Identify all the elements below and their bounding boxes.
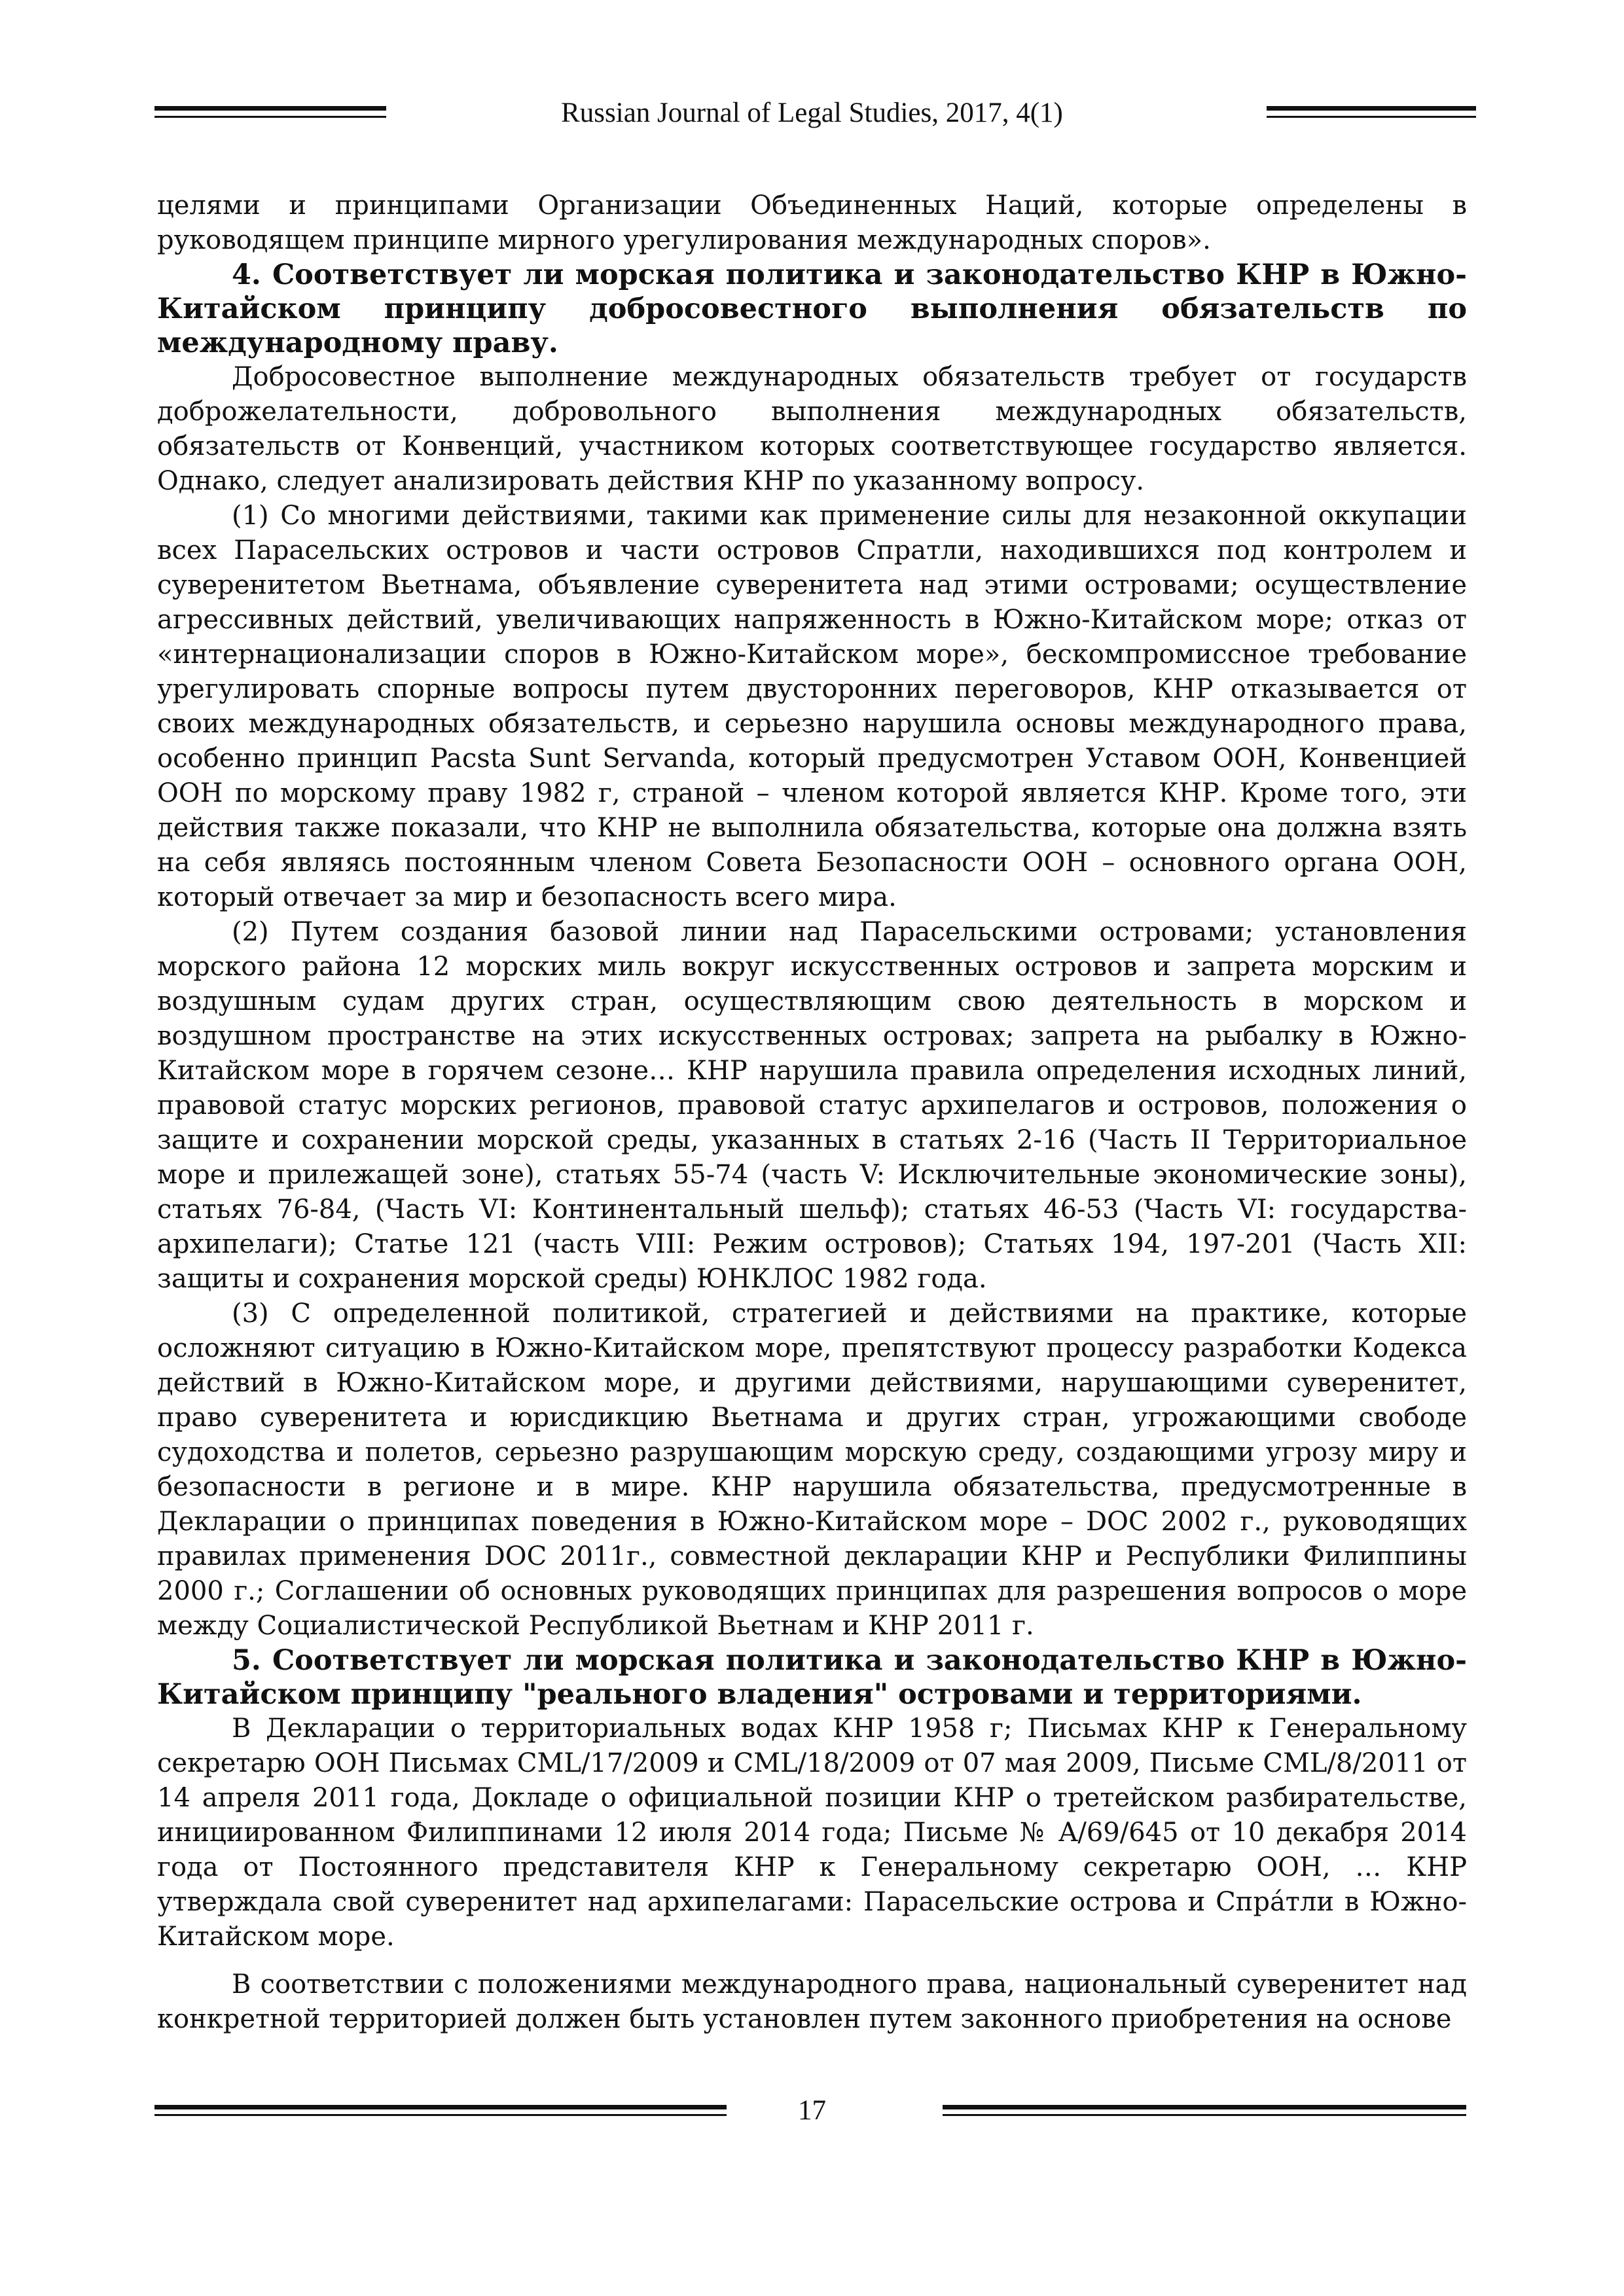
page-number: 17 xyxy=(798,2095,826,2126)
page-footer xyxy=(0,2094,1624,2134)
journal-title: Russian Journal of Legal Studies, 2017, 4(1) xyxy=(561,98,1063,128)
body-paragraph: целями и принципами Организации Объединенных Наций, которые определены в руководящем принципе мирного урегулирования международных споров». xyxy=(157,190,1467,255)
body-paragraph: (3) С определенной политикой, стратегией и действиями на практике, которые осложняют ситуацию в Южно-Китайском море, препятствуют процессу разработки Кодекса действий в Южно-Китайском море, и другими действиями, нарушающими суверенитет, право суверенитета и юрисдикцию Вьетнама и других стран, угрожающими свободе судоходства и полетов, серьезно разрушающим морскую среду, создающими угрозу миру и безопасности в регионе и в мире. КНР нарушила обязательства, предусмотренные в Декларации о принципах поведения в Южно-Китайском море – DOC 2002 г., руководящих правилах применения DOC 2011г., совместной декларации КНР и Республики Филиппины 2000 г.; Соглашении об основных руководящих принципах для разрешения вопросов о море между Социалистической Республикой Вьетнам и КНР 2011 г. xyxy=(157,1299,1467,1641)
body-paragraph: Добросовестное выполнение международных обязательств требует от государств доброжелательности, добровольного выполнения международных обязательств, обязательств от Конвенций, участником которых соответствующее государство является. Однако, следует анализировать действия КНР по указанному вопросу. xyxy=(157,362,1467,496)
body-paragraph: В Декларации о территориальных водах КНР 1958 г; Письмах КНР к Генеральному секретарю ООН Письмах CML/17/2009 и CML/18/2009 от 07 мая 2009, Письме CML/8/2011 от 14 апреля 2011 года, Докладе о официальной позиции КНР о третейском разбирательстве, инициированном Филиппинами 12 июля 2014 года; Письме № A/69/645 от 10 декабря 2014 года от Постоянного представителя КНР к Генеральному секретарю ООН, … КНР утверждала свой суверенитет над архипелагами: Парасельские острова и Спра́тли в Южно-Китайском море. xyxy=(157,1713,1467,1952)
header-rule-right-thin xyxy=(1267,116,1476,118)
body-paragraph: В соответствии с положениями международного права, национальный суверенитет над конкретной территорией должен быть установлен путем законного приобретения на основе xyxy=(157,1969,1467,2034)
body-paragraph: (1) Со многими действиями, такими как применение силы для незаконной оккупации всех Парасельских островов и части островов Спратли, находившихся под контролем и суверенитетом Вьетнама, объявление суверенитета над этими островами; осуществление агрессивных действий, увеличивающих напряженность в Южно-Китайском море; отказ от «интернационализации споров в Южно-Китайском море», бескомпромиссное требование урегулировать спорные вопросы путем двусторонних переговоров, КНР отказывается от своих международных обязательств, и серьезно нарушила основы международного права, особенно принцип Pacsta Sunt Servanda, который предусмотрен Уставом ООН, Конвенцией ООН по морскому праву 1982 г, страной – членом которой является КНР. Кроме того, эти действия также показали, что КНР не выполнила обязательства, которые она должна взять на себя являясь постоянным членом Совета Безопасности ООН – основного органа ООН, который отвечает за мир и безопасность всего мира. xyxy=(157,501,1467,912)
section-heading: 5. Соответствует ли морская политика и законодательство КНР в Южно-Китайском принципу "реального владения" островами и территориями. xyxy=(157,1644,1467,1711)
header-rule-right-thick xyxy=(1267,106,1476,111)
running-header xyxy=(0,92,1624,144)
section-heading: 4. Соответствует ли морская политика и законодательство КНР в Южно-Китайском принципу добросовестного выполнения обязательств по международному праву. xyxy=(157,259,1467,359)
footer-rule-right-thin xyxy=(943,2114,1466,2116)
footer-rule-right-thick xyxy=(943,2105,1466,2109)
body-paragraph: (2) Путем создания базовой линии над Парасельскими островами; установления морского района 12 морских миль вокруг искусственных островов и запрета морским и воздушным судам других стран, осуществляющим свою деятельность в морском и воздушном пространстве на этих искусственных островах; запрета на рыбалку в Южно-Китайском море в горячем сезоне… КНР нарушила правила определения исходных линий, правовой статус морских регионов, правовой статус архипелагов и островов, положения о защите и сохранении морской среды, указанных в статьях 2-16 (Часть II Территориальное море и прилежащей зоне), статьях 55-74 (часть V: Исключительные экономические зоны), статьях 76-84, (Часть VI: Континентальный шельф); статьях 46-53 (Часть VI: государства-архипелаги); Статье 121 (часть VIII: Режим островов); Статьях 194, 197-201 (Часть XII: защиты и сохранения морской среды) ЮНКЛОС 1982 года. xyxy=(157,917,1467,1294)
article-body xyxy=(157,188,1467,2037)
